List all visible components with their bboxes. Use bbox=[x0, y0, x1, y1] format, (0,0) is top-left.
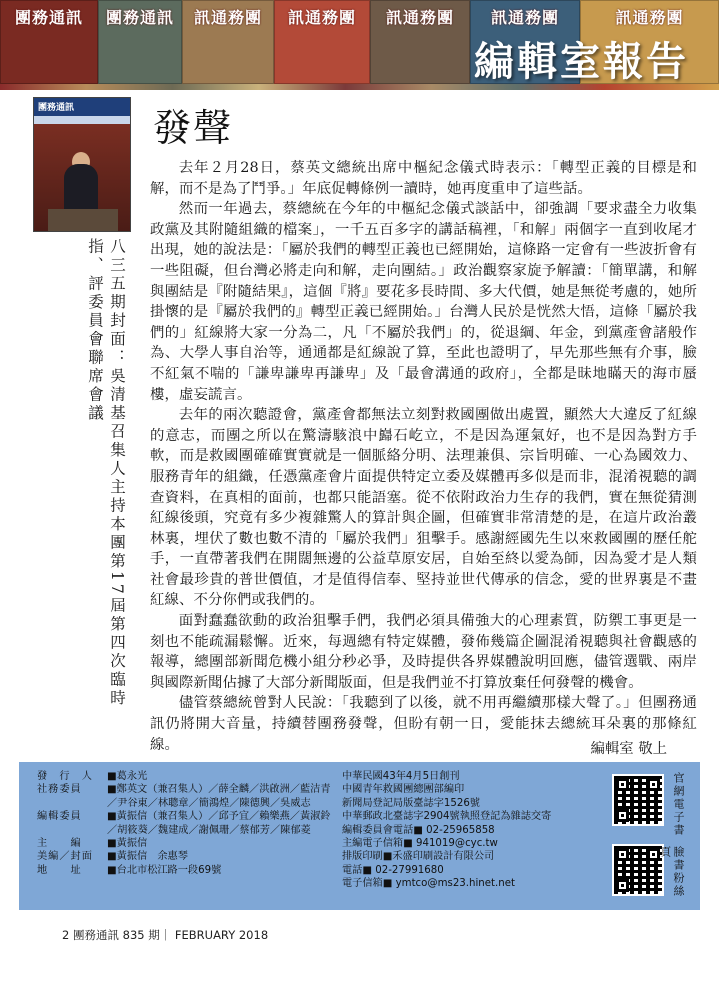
masthead-continuation: ／尹谷東／林聰章／簡鴻煌／陳德興／吳威志 bbox=[107, 797, 311, 809]
masthead-row bbox=[37, 837, 367, 850]
masthead-value: ■黃振信（兼召集人）／邱予宜／賴樂燕／黃淑鈴 bbox=[107, 811, 331, 823]
article-paragraph: 然而一年過去，蔡總統在今年的中樞紀念儀式談話中，卻強調「要求盡全力收集政黨及其附隨組織的檔案」，一千五百多字的講話稿裡，「和解」兩個字一直到收尾才出現，她的說法是：「屬於我們的轉型正義也已經開始，這條路一定會有一些波折會有一些阻礙，但台灣必將走向和解，走向團結。」政治觀察家旋予解讀：「簡單講，和解與團結是『附隨結果』，這個『將』要花多長時間、多大代價，她是無從考慮的，她所掛懷的是『屬於我們的』轉型正義已經開始。」台灣人民於是恍然大悟，這條「屬於我們的」紅線將大家一分為二，凡「不屬於我們」的，從退綱、年金，到黨產會諸般作為、大學人事自治等，通通都是紅線說了算，至此也證明了，早先那些無有介事，臉不紅氣不喘的「謙卑謙卑再謙卑」及「最會溝通的政府」，全都是昧地瞞天的海市蜃樓，虛妄謊言。 bbox=[150, 201, 697, 403]
qr-finder-icon bbox=[616, 848, 629, 861]
masthead-value: ■葛永光 bbox=[107, 771, 148, 782]
masthead-label: 美編／封面 bbox=[37, 851, 93, 863]
pub-founded: 中華民國43年4月5日創刊 bbox=[342, 771, 460, 782]
qr-code-website-ebook[interactable] bbox=[612, 774, 664, 826]
article-paragraph: 面對蠢蠢欲動的政治狙擊手們，我們必須具備強大的心理素質，防禦工事更是一刻也不能疏漏鬆懈。近來，每週總有特定媒體，發佈幾篇企圖混淆視聽與社會觀感的報導，總團部新聞危機小組分秒必爭，及時提供各界媒體說明回應，儘管選戰、兩岸與國際新聞佔據了大部分新聞版面，但是我們並不打算放棄任何發聲的機會。 bbox=[150, 613, 697, 691]
masthead-value: ■鄭英文（兼召集人）／薛全麟／洪啟洲／藍洁青 bbox=[107, 784, 331, 796]
magazine-cover-title: 訊通務團 bbox=[385, 8, 454, 27]
masthead-value: ■黃振信 bbox=[107, 838, 148, 850]
qr-finder-icon bbox=[616, 809, 629, 822]
article-paragraph: 儘管蔡總統曾對人民說：「我聽到了以後，就不用再繼續那樣大聲了。」但團務通訊仍將開大音量，持續替團務發聲，但盼有朝一日，愛能抹去總統耳朵裏的那條紅線。 bbox=[150, 695, 697, 753]
qr-label-website-ebook: 官網電子書 bbox=[672, 772, 685, 837]
publication-details bbox=[342, 770, 582, 891]
issue-cover-thumbnail bbox=[33, 97, 131, 232]
magazine-cover-title: 訊通務團 bbox=[490, 8, 559, 27]
header-banner bbox=[0, 0, 719, 90]
pub-postal-license: 中華郵政北臺誌字2904號執照登記為雜誌交寄 bbox=[342, 811, 552, 823]
article-paragraph: 去年的兩次聽證會，黨產會都無法立刻對救國團做出處置，顯然大大違反了紅線的意志，而團之所以在驚濤駭浪中巋石屹立，不是因為運氣好，也不是因為對方手軟，而是救國團確確實實就是一個脈絡分明、法理兼俱、宗旨明確、一心為國效力、服務青年的組織，任憑黨產會片面提供特定立委及媒體再多似是而非，混淆視聽的調查資料，在真相的面前，也都只能語塞。從不依附政治力生存的我們，實在無從猜測紅線後頭，究竟有多少複雜驚人的算計與企圖，但確實非常清楚的是，在這片政治叢林裏，埋伏了數也數不清的「屬於我們」狙擊手。感謝經國先生以來救國團的歷任舵手，一直帶著我們在開闊無邊的公益草原安居，自始至終以愛為師，因為愛才是人類社會最珍貴的普世價值，才是值得信奉、堅持並世代傳承的信念，愛的世界裏是不畫紅線、不分你們或我們的。 bbox=[150, 407, 697, 609]
masthead-continuation: ／胡筱葵／魏建成／謝佩珊／蔡郁芳／陳郁菱 bbox=[107, 824, 311, 836]
magazine-cover-title: 團務通訊 bbox=[105, 8, 174, 27]
pub-printer-email[interactable]: 電子信箱■ ymtco@ms23.hinet.net bbox=[342, 878, 515, 890]
magazine-cover-title: 訊通務團 bbox=[287, 8, 356, 27]
masthead-value: ■台北市松江路一段69號 bbox=[107, 864, 222, 876]
section-title: 編輯室報告 bbox=[474, 39, 689, 85]
thumbnail-subbar bbox=[34, 116, 130, 124]
masthead-row bbox=[37, 864, 367, 877]
pub-printer: 排版印刷■禾盛印刷設計有限公司 bbox=[342, 851, 495, 863]
podium bbox=[48, 209, 118, 231]
thumbnail-masthead: 團務通訊 bbox=[34, 98, 130, 116]
masthead-row bbox=[37, 770, 367, 783]
magazine-cover-title: 團務通訊 bbox=[14, 8, 83, 27]
magazine-cover-3 bbox=[182, 0, 274, 84]
masthead-label: 地 址 bbox=[37, 864, 82, 876]
qr-finder-icon bbox=[616, 879, 629, 892]
qr-code-facebook-page[interactable] bbox=[612, 844, 664, 896]
publication-info-box bbox=[19, 762, 700, 910]
masthead-label: 編輯委員 bbox=[37, 811, 82, 823]
qr-label-facebook-page: 臉書粉絲頁 bbox=[658, 846, 685, 898]
pub-license: 新聞局登記局版臺誌字1526號 bbox=[342, 797, 480, 809]
masthead-row bbox=[37, 783, 367, 796]
qr-finder-icon bbox=[647, 778, 660, 791]
page-footer: 2 團務通訊 835 期｜ FEBRUARY 2018 bbox=[62, 928, 269, 942]
masthead-row bbox=[37, 850, 367, 863]
article-paragraph: 去年２月28日，蔡英文總統出席中樞紀念儀式時表示：「轉型正義的目標是和解，而不是為了鬥爭。」年底促轉條例一讀時，她再度重申了這些話。 bbox=[150, 160, 697, 197]
magazine-cover-1 bbox=[0, 0, 98, 84]
pub-printer-phone: 電話■ 02-27991680 bbox=[342, 864, 444, 876]
masthead-row bbox=[37, 810, 367, 823]
magazine-cover-4 bbox=[274, 0, 370, 84]
masthead-credits bbox=[37, 770, 367, 877]
magazine-cover-2 bbox=[98, 0, 182, 84]
article-title: 發聲 bbox=[153, 106, 234, 150]
masthead-value: ■黃振信 余惠琴 bbox=[107, 851, 188, 863]
pub-publisher: 中國青年救國團總團部編印 bbox=[342, 784, 465, 796]
magazine-cover-5 bbox=[370, 0, 470, 84]
cover-caption: 八三五期封面：吳清基召集人主持本團第17屆第四次臨時指、評委員會聯席會議 bbox=[86, 238, 126, 708]
pub-editorial-phone: 編輯委員會電話■ 02-25965858 bbox=[342, 824, 495, 836]
masthead-label: 發 行 人 bbox=[37, 771, 93, 782]
masthead-label: 主 編 bbox=[37, 838, 82, 850]
masthead-label: 社務委員 bbox=[37, 784, 82, 796]
magazine-cover-title: 訊通務團 bbox=[615, 8, 684, 27]
magazine-cover-title: 訊通務團 bbox=[193, 8, 262, 27]
pub-editor-email[interactable]: 主編電子信箱■ 941019@cyc.tw bbox=[342, 838, 498, 850]
article-body bbox=[150, 158, 697, 755]
thumbnail-photo bbox=[34, 124, 130, 231]
article-signature: 編輯室 敬上 bbox=[590, 741, 667, 757]
qr-finder-icon bbox=[616, 778, 629, 791]
